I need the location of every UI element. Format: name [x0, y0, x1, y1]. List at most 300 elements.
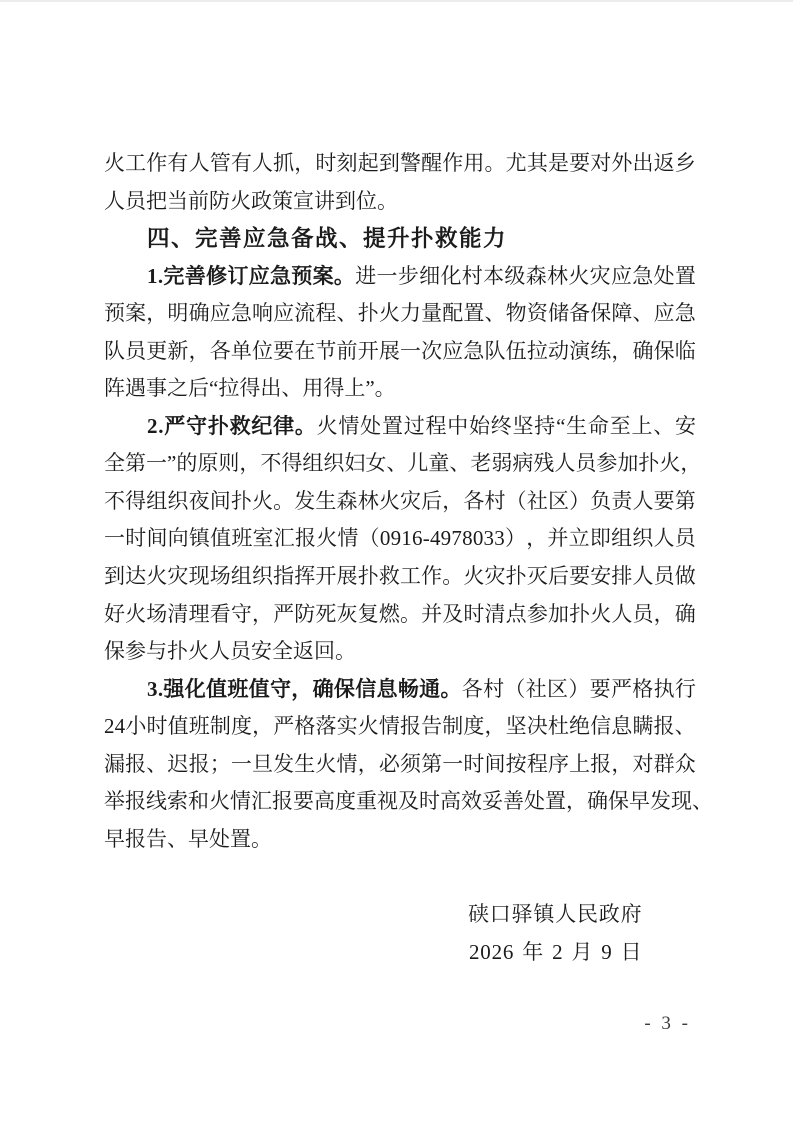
glyph: 落	[315, 714, 337, 739]
glyph: 救	[229, 413, 251, 438]
glyph: 格	[632, 676, 654, 701]
glyph: 队	[484, 338, 506, 363]
section-heading	[104, 225, 696, 263]
glyph: 情	[338, 413, 360, 438]
glyph: 要	[293, 789, 314, 814]
glyph: 各	[209, 338, 231, 363]
text-line	[104, 300, 696, 338]
glyph: 并	[421, 601, 443, 626]
glyph: 伍	[505, 338, 527, 363]
glyph: 线	[146, 789, 167, 814]
glyph: -	[422, 526, 430, 551]
glyph: 生	[566, 413, 588, 438]
glyph: 生	[294, 751, 316, 776]
glyph: 值	[167, 714, 189, 739]
glyph: 人	[653, 526, 675, 551]
glyph: 现	[188, 564, 210, 589]
glyph: 畅	[397, 676, 419, 701]
glyph: 序	[547, 751, 569, 776]
glyph: 村	[483, 676, 505, 701]
glyph: “	[556, 413, 566, 438]
text-line	[104, 713, 696, 751]
glyph: 信	[355, 676, 377, 701]
glyph: 进	[355, 263, 377, 288]
glyph: 旦	[251, 751, 273, 776]
glyph: 动	[547, 338, 569, 363]
glyph: 管	[209, 151, 231, 175]
glyph: .	[157, 676, 164, 701]
glyph: 点	[505, 601, 527, 626]
glyph: 应	[248, 263, 270, 288]
glyph: 6	[412, 526, 423, 551]
glyph: 0	[379, 526, 391, 551]
glyph: 火	[315, 751, 337, 776]
glyph: 做	[674, 564, 696, 589]
glyph: 即	[589, 526, 611, 551]
glyph: 通	[419, 676, 441, 701]
glyph: 火	[463, 564, 485, 589]
glyph: 第	[674, 488, 696, 513]
glyph: 程	[526, 751, 548, 776]
glyph: 时	[125, 526, 147, 551]
glyph: 用	[463, 151, 485, 175]
glyph: 火	[568, 263, 590, 288]
text-segment: 阵遇事之后“拉得出、用得上”。	[104, 376, 396, 401]
glyph: 、	[484, 301, 506, 326]
glyph: 强	[163, 676, 185, 701]
glyph: 2	[147, 413, 158, 438]
glyph: 对	[632, 751, 654, 776]
glyph: 灾	[399, 488, 421, 513]
glyph: 村	[484, 488, 506, 513]
glyph: 案	[125, 301, 147, 326]
glyph: 人	[251, 151, 273, 175]
glyph: 演	[569, 338, 591, 363]
glyph: 报	[125, 751, 147, 776]
glyph: 杜	[547, 714, 569, 739]
glyph: 展	[336, 564, 358, 589]
glyph: 力	[399, 301, 421, 326]
glyph: 汇	[251, 789, 272, 814]
glyph: 早	[629, 789, 650, 814]
glyph: 作	[421, 564, 443, 589]
glyph: （	[358, 526, 380, 551]
glyph: 。	[484, 151, 506, 175]
glyph: 间	[146, 526, 168, 551]
glyph: 在	[294, 338, 316, 363]
glyph: ，	[146, 301, 168, 326]
glyph: 发	[650, 789, 671, 814]
glyph: 修	[206, 263, 227, 288]
glyph: 3	[494, 526, 505, 551]
glyph: 制	[442, 714, 464, 739]
glyph: 保	[653, 338, 675, 363]
glyph: 严	[273, 601, 295, 626]
glyph: ）	[569, 488, 591, 513]
glyph: 群	[653, 751, 675, 776]
glyph: ，	[566, 789, 587, 814]
glyph: 起	[357, 151, 379, 175]
glyph: 排	[611, 564, 633, 589]
glyph: 死	[315, 601, 337, 626]
glyph: 案	[312, 263, 334, 288]
glyph: 员	[125, 338, 147, 363]
glyph: ，	[680, 451, 702, 476]
glyph: 夜	[188, 488, 210, 513]
glyph: 好	[104, 601, 125, 626]
glyph: 汇	[273, 526, 295, 551]
glyph: 应	[209, 301, 231, 326]
glyph: 守	[186, 413, 208, 438]
glyph: 作	[146, 151, 168, 175]
glyph: 时	[463, 601, 485, 626]
glyph: 应	[273, 301, 295, 326]
glyph: 、	[674, 714, 696, 739]
glyph: （	[504, 676, 526, 701]
glyph: 班	[227, 676, 249, 701]
glyph: 、	[632, 301, 654, 326]
glyph: 流	[294, 301, 316, 326]
glyph: 乡	[674, 151, 696, 175]
glyph: 报	[272, 789, 293, 814]
glyph: 息	[376, 676, 398, 701]
glyph: 发	[294, 488, 316, 513]
glyph: 、	[146, 751, 168, 776]
glyph: 扑	[357, 564, 379, 589]
glyph: 中	[447, 413, 469, 438]
glyph: 灰	[336, 601, 358, 626]
glyph: 弱	[491, 451, 513, 476]
glyph: 度	[463, 714, 485, 739]
glyph: 须	[399, 751, 421, 776]
glyph: 原	[197, 451, 219, 476]
glyph: 度	[231, 714, 252, 739]
glyph: 更	[146, 338, 168, 363]
text-segment: 人员把当前防火政策宣讲到位。	[104, 188, 398, 213]
glyph: 火	[659, 451, 681, 476]
glyph: 报	[294, 526, 316, 551]
glyph: ，	[611, 751, 633, 776]
glyph: 细	[419, 263, 441, 288]
glyph: 7	[451, 526, 462, 551]
glyph: 信	[590, 714, 612, 739]
glyph: 4	[114, 714, 126, 739]
glyph: 场	[146, 601, 168, 626]
glyph: 急	[674, 301, 696, 326]
glyph: 急	[230, 301, 252, 326]
glyph: 尤	[505, 151, 527, 175]
glyph: 火	[146, 564, 168, 589]
glyph: 场	[209, 564, 231, 589]
text-line	[104, 413, 696, 451]
glyph: 工	[125, 151, 147, 175]
glyph: 立	[568, 526, 590, 551]
glyph: 班	[188, 714, 210, 739]
glyph: 情	[378, 714, 400, 739]
glyph: ，	[653, 601, 675, 626]
glyph: 响	[251, 301, 273, 326]
glyph: ”	[167, 451, 177, 476]
glyph: 清	[484, 601, 506, 626]
glyph: 有	[167, 151, 189, 175]
glyph: 应	[610, 263, 632, 288]
text-segment: 早报告、早处置。	[104, 826, 272, 851]
glyph: 参	[596, 451, 618, 476]
glyph: 确	[632, 338, 654, 363]
glyph: 一	[230, 751, 252, 776]
glyph: 度	[335, 789, 356, 814]
glyph: 绝	[569, 714, 590, 739]
glyph: 警	[399, 151, 421, 175]
glyph: 火	[378, 488, 400, 513]
glyph: 火	[125, 601, 147, 626]
glyph: 处	[524, 789, 545, 814]
glyph: 刻	[336, 151, 358, 175]
glyph: 步	[397, 263, 419, 288]
glyph: 安	[590, 564, 612, 589]
glyph: 织	[323, 451, 345, 476]
glyph: 确	[587, 789, 608, 814]
glyph: 灾	[167, 564, 189, 589]
glyph: 室	[252, 526, 274, 551]
text-line	[104, 676, 696, 714]
glyph: 前	[336, 338, 358, 363]
glyph: 、	[692, 789, 713, 814]
glyph: 并	[547, 526, 569, 551]
glyph: 储	[547, 301, 569, 326]
glyph: 索	[167, 789, 188, 814]
glyph: 到	[378, 151, 400, 175]
glyph: 开	[315, 564, 337, 589]
text-line	[104, 525, 696, 563]
glyph: 按	[505, 751, 527, 776]
glyph: 上	[631, 413, 653, 438]
glyph: 扑	[505, 564, 527, 589]
glyph: 急	[269, 263, 291, 288]
glyph: 小	[125, 714, 147, 739]
glyph: 妇	[344, 451, 366, 476]
glyph: .	[158, 413, 164, 438]
glyph: 高	[314, 789, 335, 814]
glyph: 拉	[526, 338, 548, 363]
glyph: 漏	[104, 751, 125, 776]
glyph: 抓	[273, 151, 295, 175]
glyph: 值	[206, 676, 227, 701]
scan-edge-line	[0, 0, 793, 2]
glyph: 理	[188, 601, 210, 626]
glyph: 组	[230, 564, 252, 589]
glyph: 位	[251, 338, 273, 363]
glyph: ，	[484, 714, 506, 739]
glyph: 、	[336, 301, 358, 326]
text-line	[104, 263, 696, 301]
glyph: 及	[398, 789, 419, 814]
glyph: ，	[442, 488, 464, 513]
glyph: 1	[401, 526, 412, 551]
glyph: 9	[390, 526, 402, 551]
glyph: ，	[188, 338, 210, 363]
text-line	[104, 150, 696, 188]
glyph: 单	[230, 338, 252, 363]
glyph: 一	[399, 338, 421, 363]
glyph: 新	[167, 338, 189, 363]
glyph: 置	[545, 789, 566, 814]
glyph: 火	[378, 301, 400, 326]
glyph: ，	[252, 714, 274, 739]
text-segment: 保参与扑火人员安全返回。	[104, 639, 356, 664]
glyph: 火	[316, 526, 338, 551]
glyph: 确	[188, 301, 210, 326]
glyph: 程	[315, 301, 337, 326]
glyph: 众	[674, 751, 696, 776]
text-line	[104, 338, 696, 376]
text-line	[104, 375, 696, 413]
glyph: 扑	[207, 413, 229, 438]
glyph: 人	[554, 451, 576, 476]
glyph: 时	[463, 751, 485, 776]
glyph: 情	[337, 526, 359, 551]
glyph: 化	[184, 676, 206, 701]
glyph: 人	[632, 564, 654, 589]
glyph: 病	[512, 451, 534, 476]
glyph: 临	[674, 338, 696, 363]
glyph: 、	[386, 451, 408, 476]
glyph: 燃	[378, 601, 400, 626]
glyph: 情	[336, 751, 358, 776]
glyph: 障	[611, 301, 633, 326]
glyph: 要	[589, 676, 611, 701]
glyph: 报	[125, 789, 146, 814]
glyph: 织	[251, 564, 273, 589]
glyph: 员	[674, 526, 696, 551]
glyph: 发	[273, 751, 295, 776]
glyph: 扑	[230, 488, 252, 513]
glyph: ，	[291, 676, 313, 701]
glyph: 。	[294, 413, 316, 438]
glyph: 配	[442, 301, 464, 326]
glyph: 和	[188, 789, 209, 814]
glyph: 间	[484, 751, 506, 776]
glyph: 纪	[251, 413, 273, 438]
glyph: 8	[462, 526, 473, 551]
glyph: 保	[333, 676, 355, 701]
glyph: 复	[357, 601, 379, 626]
glyph: 资	[526, 301, 548, 326]
glyph: 次	[421, 338, 443, 363]
glyph: 各	[463, 488, 485, 513]
glyph: ，	[611, 338, 633, 363]
glyph: 。	[440, 676, 462, 701]
glyph: 灭	[526, 564, 548, 589]
glyph: 醒	[421, 151, 443, 175]
glyph: 组	[611, 526, 633, 551]
glyph: 告	[421, 714, 443, 739]
glyph: 。	[273, 488, 295, 513]
glyph: 负	[590, 488, 612, 513]
glyph: 灾	[484, 564, 506, 589]
glyph: 要	[569, 564, 591, 589]
glyph: ，	[357, 751, 379, 776]
glyph: 火	[104, 151, 125, 175]
glyph: 老	[470, 451, 492, 476]
glyph: 。	[333, 263, 355, 288]
glyph: 生	[315, 488, 337, 513]
glyph: 得	[281, 451, 303, 476]
glyph: ）	[504, 526, 526, 551]
glyph: 处	[653, 263, 675, 288]
glyph: 火	[251, 488, 273, 513]
glyph: 值	[210, 526, 232, 551]
glyph: 有	[230, 151, 252, 175]
glyph: 到	[104, 564, 125, 589]
glyph: 的	[176, 451, 198, 476]
glyph: 格	[294, 714, 316, 739]
glyph: 执	[653, 676, 675, 701]
glyph: 守	[230, 601, 252, 626]
glyph: 火	[590, 601, 612, 626]
glyph: 命	[587, 413, 609, 438]
glyph: 指	[273, 564, 295, 589]
glyph: 3	[147, 676, 158, 701]
glyph: 现	[671, 789, 692, 814]
glyph: 应	[653, 301, 675, 326]
glyph: 扑	[357, 301, 379, 326]
glyph: 、	[653, 413, 675, 438]
glyph: 人	[611, 601, 633, 626]
glyph: 第	[125, 451, 146, 476]
glyph: 9	[440, 526, 452, 551]
page-number: - 3 -	[644, 1013, 688, 1034]
glyph: 林	[357, 488, 379, 513]
glyph: 第	[421, 751, 443, 776]
glyph: 严	[610, 676, 632, 701]
glyph: 物	[505, 301, 527, 326]
glyph: 林	[547, 263, 568, 288]
glyph: 灾	[589, 263, 611, 288]
glyph: 要	[569, 151, 591, 175]
glyph: 、	[449, 451, 471, 476]
glyph: 始	[469, 413, 490, 438]
glyph: 报	[400, 714, 421, 739]
glyph: 作	[442, 151, 464, 175]
glyph: 残	[533, 451, 555, 476]
glyph: 上	[569, 751, 591, 776]
glyph: 量	[421, 301, 443, 326]
glyph: 火	[209, 789, 230, 814]
glyph: 应	[442, 338, 464, 363]
glyph: 。	[442, 564, 464, 589]
glyph: 节	[315, 338, 337, 363]
document-body	[104, 150, 713, 863]
glyph: 置	[674, 263, 696, 288]
text-line	[104, 563, 696, 601]
glyph: 女	[365, 451, 387, 476]
glyph: 组	[146, 488, 168, 513]
glyph: 确	[674, 601, 696, 626]
glyph: 织	[167, 488, 189, 513]
glyph: 视	[377, 789, 398, 814]
glyph: 安	[674, 413, 696, 438]
glyph: 镇	[188, 526, 210, 551]
glyph: ，	[526, 526, 548, 551]
glyph: 确	[312, 676, 334, 701]
glyph: 后	[547, 564, 569, 589]
glyph: 火	[316, 413, 338, 438]
glyph: 达	[125, 564, 147, 589]
glyph: 出	[632, 151, 654, 175]
glyph: 社	[526, 488, 548, 513]
glyph: 后	[421, 488, 443, 513]
